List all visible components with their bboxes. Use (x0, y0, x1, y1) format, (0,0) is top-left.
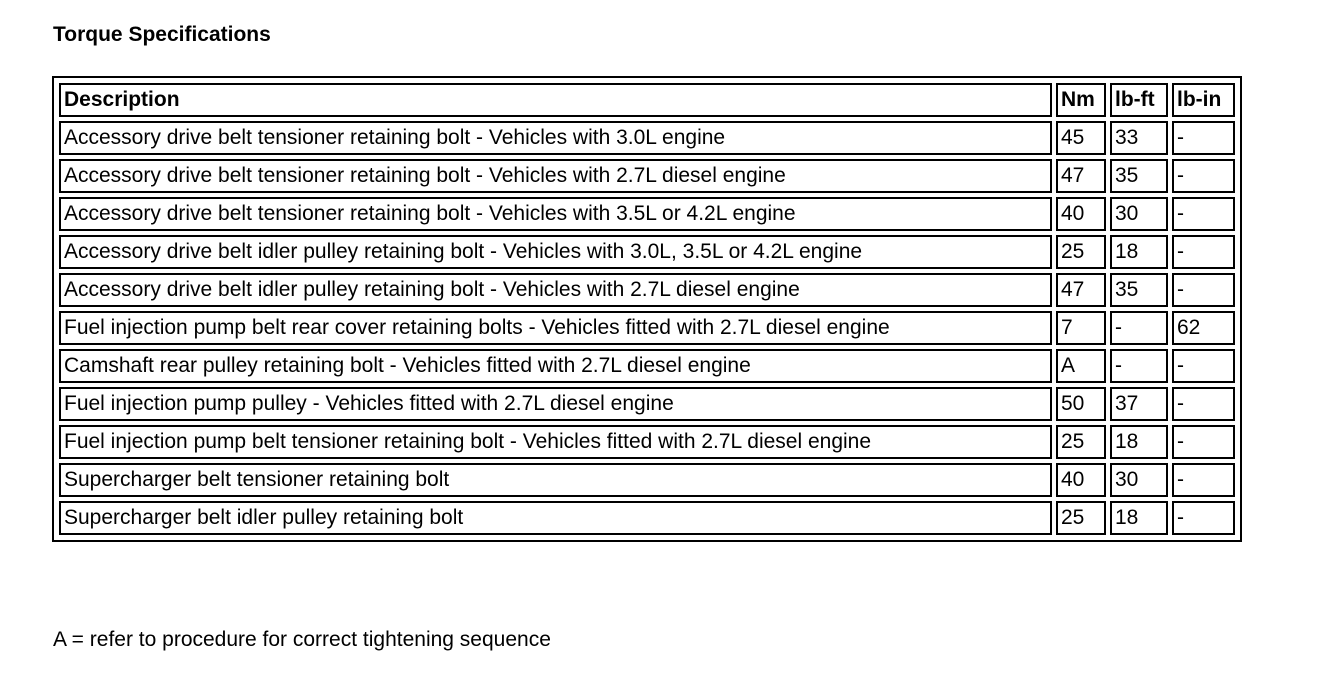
table-row (59, 159, 1235, 193)
cell-nm: 25 (1056, 501, 1106, 535)
cell-lb-in: - (1172, 387, 1235, 421)
cell-nm: 40 (1056, 197, 1106, 231)
cell-description: Supercharger belt idler pulley retaining bolt (59, 501, 1052, 535)
cell-description: Fuel injection pump belt tensioner retaining bolt - Vehicles fitted with 2.7L diesel engine (59, 425, 1052, 459)
footnote: A = refer to procedure for correct tightening sequence (53, 628, 551, 651)
cell-nm: 25 (1056, 425, 1106, 459)
cell-lb-in: - (1172, 349, 1235, 383)
table-row (59, 121, 1235, 155)
header-description: Description (59, 83, 1052, 117)
cell-nm: A (1056, 349, 1106, 383)
cell-description: Fuel injection pump belt rear cover retaining bolts - Vehicles fitted with 2.7L diesel engine (59, 311, 1052, 345)
cell-lb-ft: 18 (1110, 425, 1168, 459)
cell-lb-ft: 35 (1110, 159, 1168, 193)
cell-description: Camshaft rear pulley retaining bolt - Vehicles fitted with 2.7L diesel engine (59, 349, 1052, 383)
cell-lb-in: - (1172, 121, 1235, 155)
cell-nm: 7 (1056, 311, 1106, 345)
cell-lb-in: - (1172, 273, 1235, 307)
cell-lb-in: - (1172, 197, 1235, 231)
cell-description: Accessory drive belt idler pulley retaining bolt - Vehicles with 3.0L, 3.5L or 4.2L engine (59, 235, 1052, 269)
cell-lb-in: - (1172, 463, 1235, 497)
cell-lb-ft: 33 (1110, 121, 1168, 155)
header-lb-ft: lb-ft (1110, 83, 1168, 117)
cell-description: Supercharger belt tensioner retaining bolt (59, 463, 1052, 497)
table-row (59, 235, 1235, 269)
table-row (59, 273, 1235, 307)
table-row (59, 349, 1235, 383)
cell-lb-ft: 35 (1110, 273, 1168, 307)
cell-lb-ft: 30 (1110, 463, 1168, 497)
table-row (59, 197, 1235, 231)
cell-nm: 25 (1056, 235, 1106, 269)
cell-description: Fuel injection pump pulley - Vehicles fitted with 2.7L diesel engine (59, 387, 1052, 421)
cell-lb-ft: 37 (1110, 387, 1168, 421)
cell-description: Accessory drive belt tensioner retaining bolt - Vehicles with 3.5L or 4.2L engine (59, 197, 1052, 231)
cell-lb-ft: - (1110, 311, 1168, 345)
table-header-row (59, 83, 1235, 117)
cell-lb-in: 62 (1172, 311, 1235, 345)
table-row (59, 463, 1235, 497)
table-row (59, 425, 1235, 459)
page-title: Torque Specifications (53, 23, 271, 46)
cell-nm: 45 (1056, 121, 1106, 155)
cell-description: Accessory drive belt tensioner retaining bolt - Vehicles with 2.7L diesel engine (59, 159, 1052, 193)
cell-description: Accessory drive belt idler pulley retaining bolt - Vehicles with 2.7L diesel engine (59, 273, 1052, 307)
cell-lb-in: - (1172, 425, 1235, 459)
header-nm: Nm (1056, 83, 1106, 117)
table-row (59, 501, 1235, 535)
cell-lb-ft: 18 (1110, 501, 1168, 535)
table-row (59, 311, 1235, 345)
cell-lb-ft: - (1110, 349, 1168, 383)
table-row (59, 387, 1235, 421)
cell-lb-ft: 18 (1110, 235, 1168, 269)
cell-nm: 40 (1056, 463, 1106, 497)
cell-lb-in: - (1172, 501, 1235, 535)
header-lb-in: lb-in (1172, 83, 1235, 117)
cell-nm: 47 (1056, 159, 1106, 193)
cell-lb-in: - (1172, 159, 1235, 193)
cell-nm: 47 (1056, 273, 1106, 307)
cell-lb-in: - (1172, 235, 1235, 269)
cell-description: Accessory drive belt tensioner retaining bolt - Vehicles with 3.0L engine (59, 121, 1052, 155)
cell-nm: 50 (1056, 387, 1106, 421)
torque-spec-table (52, 76, 1242, 542)
cell-lb-ft: 30 (1110, 197, 1168, 231)
